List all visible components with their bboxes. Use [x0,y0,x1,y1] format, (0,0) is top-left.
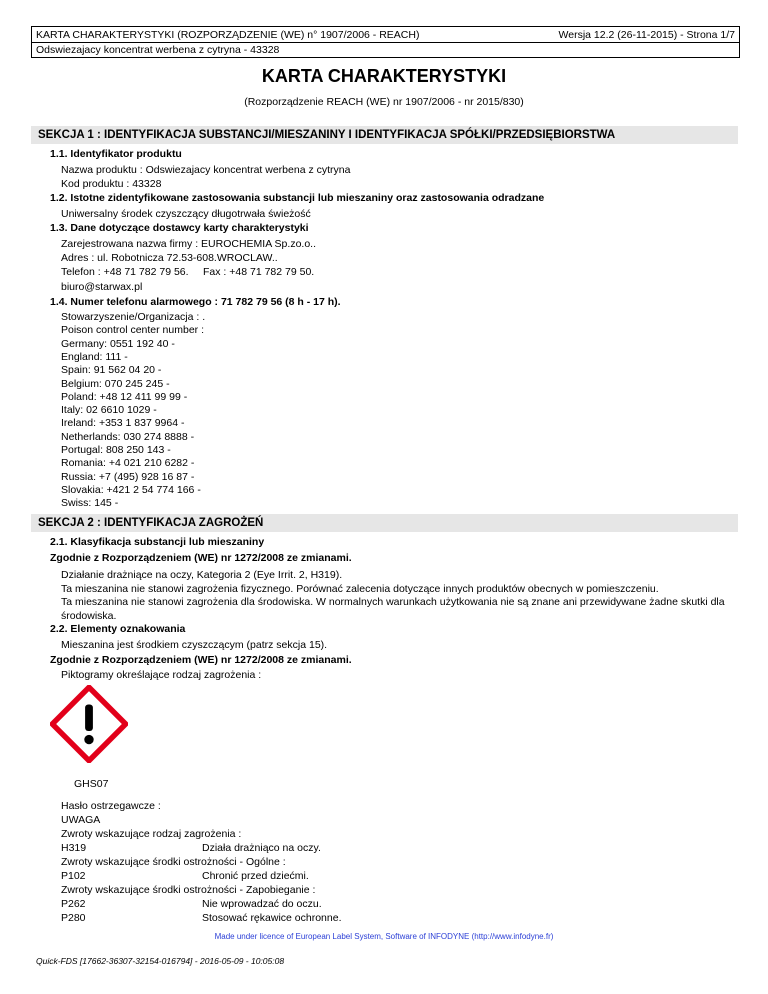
p262-text: Nie wprowadzać do oczu. [202,898,322,910]
ghs07-exclamation-icon [50,685,128,763]
s22-text: Mieszanina jest środkiem czyszczącym (patrz sekcja 15). [61,639,328,651]
section-1-heading: SEKCJA 1 : IDENTYFIKACJA SUBSTANCJI/MIESZANINY I IDENTYFIKACJA SPÓŁKI/PRZEDSIĘBIORSTWA [31,126,738,144]
page-subtitle: (Rozporządzenie REACH (WE) nr 1907/2006 - nr 2015/830) [244,96,524,108]
header-product: Odswiezajacy koncentrat werbena z cytryna - 43328 [32,42,739,57]
s13-address: Adres : ul. Robotnicza 72.53-608.WROCLAW.. [61,252,278,264]
s11-name: Nazwa produktu : Odswiezajacy koncentrat werbena z cytryna [61,164,351,176]
p102-text: Chronić przed dziećmi. [202,870,309,882]
s21-title: 2.1. Klasyfikacja substancji lub mieszaniny [50,536,265,548]
classification-line: Ta mieszanina nie stanowi zagrożenia fizycznego. Porównać zalecenia dotyczące innych produktów obecnych w pomieszczeniu. [61,582,659,595]
quick-fds-stamp: Quick-FDS [17662-36307-32154-016794] - 2016-05-09 - 10:05:08 [36,956,285,966]
s13-title: 1.3. Dane dotyczące dostawcy karty charakterystyki [50,222,309,234]
s22-title: 2.2. Elementy oznakowania [50,623,186,635]
classification-line: Ta mieszanina nie stanowi zagrożenia dla środowiska. W normalnych warunkach użytkowania nie są znane ani przewidywane żadne skutki dla [61,596,725,608]
emergency-number-line: Spain: 91 562 04 20 - [61,364,162,377]
emergency-number-line: Netherlands: 030 274 8888 - [61,430,195,443]
s22-regulation: Zgodnie z Rozporządzeniem (WE) nr 1272/2008 ze zmianami. [50,654,352,666]
emergency-number-line: Portugal: 808 250 143 - [61,444,171,456]
classification-line: środowiska. [61,609,117,622]
s13-phone: Telefon : +48 71 782 79 56. [61,266,189,278]
precaution-general-label: Zwroty wskazujące środki ostrożności - Ogólne : [61,856,286,868]
emergency-number-line: Belgium: 070 245 245 - [61,377,170,390]
emergency-number-line: Romania: +4 021 210 6282 - [61,457,195,470]
emergency-number-line: Poison control center number : [61,324,204,337]
s13-company: Zarejestrowana nazwa firmy : EUROCHEMIA Sp.zo.o.. [61,238,316,250]
signal-word: UWAGA [61,814,101,826]
s12-text: Uniwersalny środek czyszczący długotrwała świeżość [61,208,311,220]
hazard-label: Zwroty wskazujące rodzaj zagrożenia : [61,828,242,840]
emergency-number-line: Slovakia: +421 2 54 774 166 - [61,483,201,496]
precaution-prevention-label: Zwroty wskazujące środki ostrożności - Zapobieganie : [61,884,316,896]
signal-label: Hasło ostrzegawcze : [61,800,161,812]
ghs-code: GHS07 [74,778,109,790]
p280-text: Stosować rękawice ochronne. [202,912,342,924]
h319-text: Działa drażniąco na oczy. [202,842,321,854]
emergency-number-line: Italy: 02 6610 1029 - [61,404,157,417]
s13-email: biuro@starwax.pl [61,281,143,293]
h319-code: H319 [61,842,87,854]
emergency-number-line: England: 111 - [61,350,128,363]
page-title: KARTA CHARAKTERYSTYKI [261,66,507,86]
header-doc-title: KARTA CHARAKTERYSTYKI (ROZPORZĄDZENIE (WE) n° 1907/2006 - REACH) [36,29,420,41]
pictogram-label: Piktogramy określające rodzaj zagrożenia : [61,669,262,681]
emergency-number-line: Russia: +7 (495) 928 16 87 - [61,470,195,483]
p262-code: P262 [61,898,86,910]
s13-fax: Fax : +48 71 782 79 50. [203,266,315,278]
s12-title: 1.2. Istotne zidentyfikowane zastosowania substancji lub mieszaniny oraz zastosowania odradzane [50,192,545,204]
p102-code: P102 [61,870,86,882]
s21-regulation: Zgodnie z Rozporządzeniem (WE) nr 1272/2008 ze zmianami. [50,552,352,564]
emergency-number-line: Germany: 0551 192 40 - [61,337,175,350]
emergency-number-line: Poland: +48 12 411 99 99 - [61,390,188,403]
infodyne-licence-link[interactable]: Made under licence of European Label System, Software of INFODYNE (http://www.infodyne.fr) [214,932,554,941]
section-2-heading: SEKCJA 2 : IDENTYFIKACJA ZAGROŻEŃ [31,514,738,532]
emergency-number-line: Swiss: 145 - [61,497,119,510]
p280-code: P280 [61,912,86,924]
header-version: Wersja 12.2 (26-11-2015) - Strona 1/7 [558,29,735,41]
s11-code: Kod produktu : 43328 [61,178,162,190]
document-header [31,26,740,58]
s14-title: 1.4. Numer telefonu alarmowego : 71 782 79 56 (8 h - 17 h). [50,296,341,308]
emergency-number-line: Stowarzyszenie/Organizacja : . [61,311,206,323]
classification-line: Działanie drażniące na oczy, Kategoria 2 (Eye Irrit. 2, H319). [61,569,343,581]
emergency-number-line: Ireland: +353 1 837 9964 - [61,417,185,430]
s11-title: 1.1. Identyfikator produktu [50,148,182,160]
